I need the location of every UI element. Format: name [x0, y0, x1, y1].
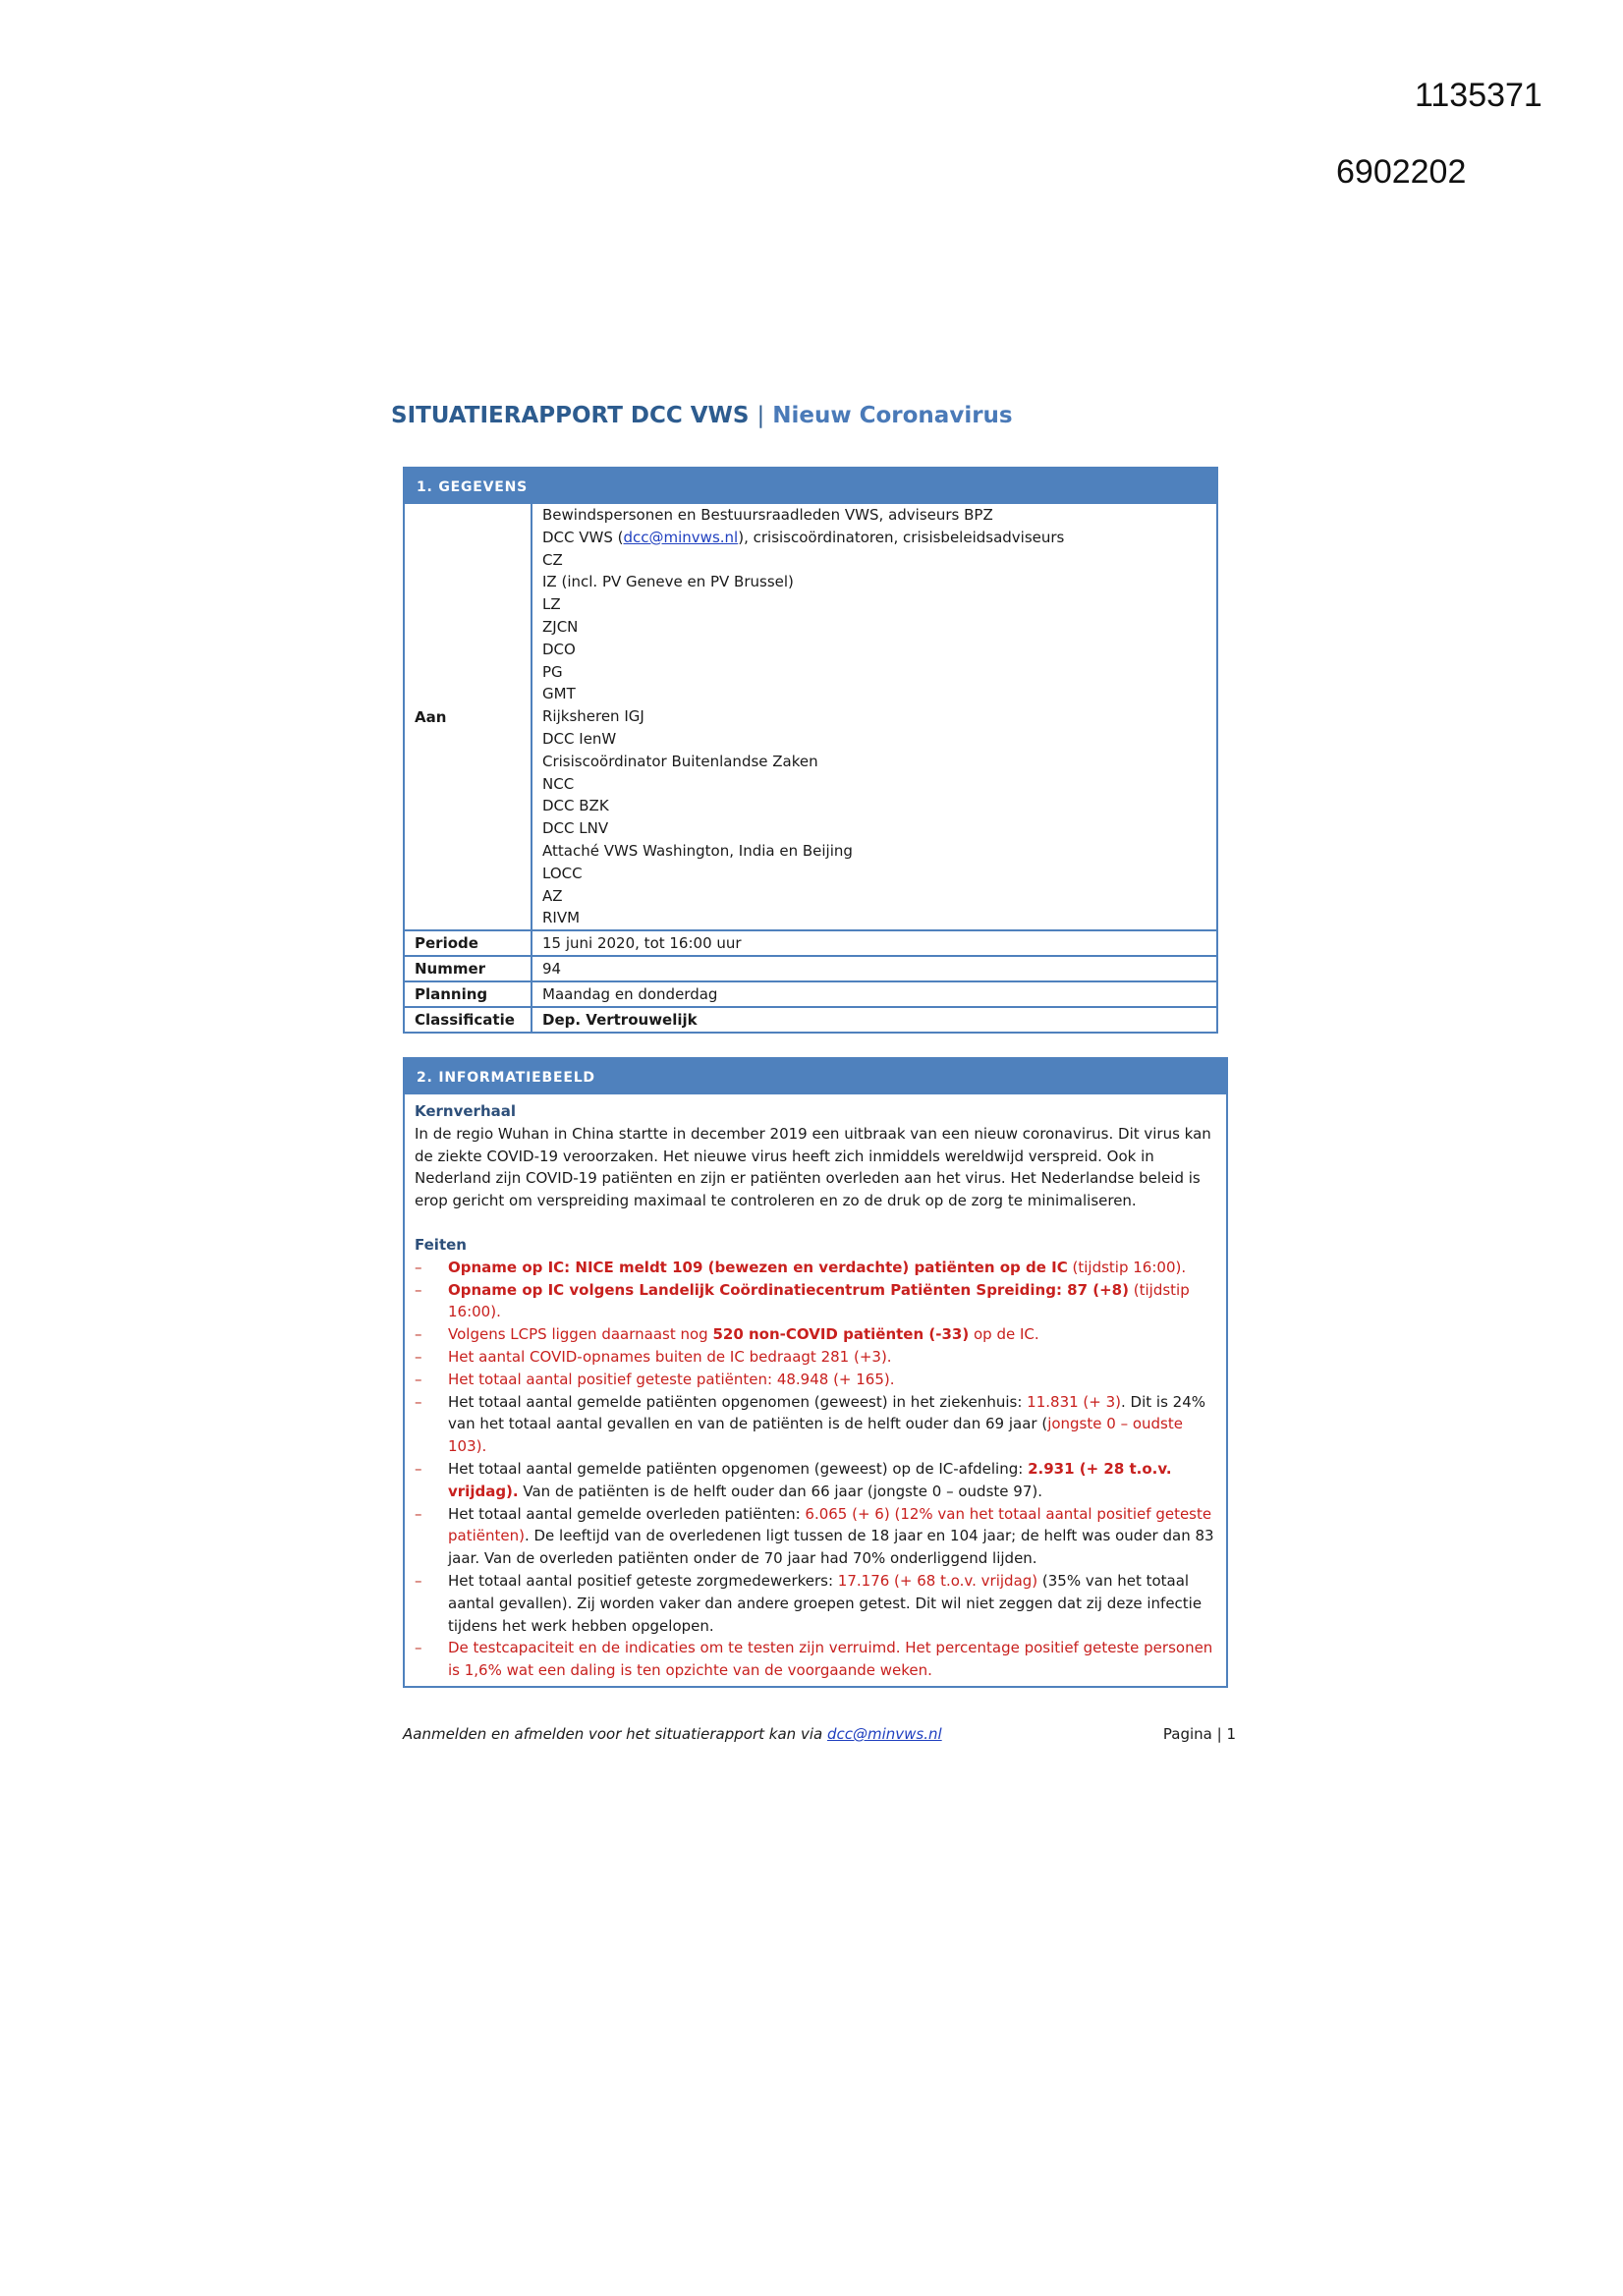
recipient-dcc-post: ), crisiscoördinatoren, crisisbeleidsadviseurs — [738, 528, 1065, 546]
recipient-item: LOCC — [542, 864, 583, 882]
list-item — [415, 1257, 1216, 1279]
list-item — [415, 1323, 1216, 1346]
recipient-item-dcc — [542, 527, 1206, 549]
fact-text: Het totaal aantal gemelde overleden patiënten: — [448, 1504, 806, 1523]
fact-text: 17.176 (+ 68 t.o.v. vrijdag) — [837, 1571, 1038, 1590]
fact-text: Het aantal COVID-opnames buiten de IC bedraagt 281 (+3). — [448, 1347, 892, 1366]
fact-text: . De leeftijd van de overledenen ligt tussen de 18 jaar en 104 jaar; de helft was ouder dan 83 jaar. Van de overleden patiënten onder de 70 jaar had 70% onderliggend lijden. — [448, 1527, 1214, 1568]
footer-subscribe-note — [403, 1725, 942, 1743]
footer-email-link[interactable]: dcc@minvws.nl — [826, 1725, 942, 1743]
fact-text: De testcapaciteit en de indicaties om te testen zijn verruimd. Het percentage positief geteste personen is 1,6% wat een daling is ten opzichte van de voorgaande weken. — [448, 1639, 1213, 1680]
fact-text: Het totaal aantal positief geteste zorgmedewerkers: — [448, 1571, 838, 1590]
list-item — [415, 1503, 1216, 1570]
informatiebeeld-body — [405, 1094, 1226, 1686]
recipient-item: Attaché VWS Washington, India en Beijing — [542, 841, 853, 860]
page-number: Pagina | 1 — [1162, 1725, 1236, 1743]
fact-text: 520 non-COVID patiënten (-33) — [712, 1325, 970, 1344]
dcc-email-link[interactable]: dcc@minvws.nl — [623, 528, 739, 546]
gegevens-header: 1. GEGEVENS — [405, 469, 1216, 504]
fact-text: Het totaal aantal positief geteste patiënten: — [448, 1370, 777, 1388]
recipient-item: NCC — [542, 774, 575, 793]
classificatie-label: Classificatie — [405, 1007, 532, 1032]
recipient-item: LZ — [542, 595, 561, 614]
list-item — [415, 1637, 1216, 1682]
table-row-aan — [405, 504, 1216, 930]
kernverhaal-text: In de regio Wuhan in China startte in december 2019 een uitbraak van een nieuw coronavirus. Dit virus kan de ziekte COVID-19 veroorzaken. Het nieuwe virus heeft zich inmiddels wereldwijd verspreid. Ook in Nederland zijn COVID-19 patiënten en zijn er patiënten overleden aan het virus. Het Nederlandse beleid is erop gericht om verspreiding maximaal te controleren en zo de druk op de zorg te minimaliseren. — [415, 1124, 1211, 1210]
list-item — [415, 1279, 1216, 1324]
fact-text: Opname op IC: NICE meldt 109 (bewezen en verdachte) patiënten op de IC — [448, 1258, 1068, 1276]
informatiebeeld-header: 2. INFORMATIEBEELD — [405, 1059, 1226, 1094]
kernverhaal-heading: Kernverhaal — [415, 1102, 517, 1120]
list-item — [415, 1570, 1216, 1637]
recipient-item: DCC IenW — [542, 729, 617, 748]
recipient-item: IZ (incl. PV Geneve en PV Brussel) — [542, 573, 794, 591]
informatiebeeld-section — [403, 1057, 1228, 1688]
recipient-item: Rijksheren IGJ — [542, 707, 644, 726]
recipient-item: GMT — [542, 685, 576, 703]
table-row-classificatie — [405, 1007, 1216, 1032]
footer-note-text: Aanmelden en afmelden voor het situatierapport kan via — [403, 1725, 827, 1743]
recipient-item: Bewindspersonen en Bestuursraadleden VWS, adviseurs BPZ — [542, 506, 993, 524]
recipient-item: DCC LNV — [542, 819, 609, 838]
list-item — [415, 1369, 1216, 1391]
fact-text: 48.948 (+ 165). — [776, 1370, 895, 1388]
recipient-item: AZ — [542, 886, 563, 905]
recipient-dcc-pre: DCC VWS ( — [542, 528, 624, 546]
fact-text: jongste 0 – oudste 103). — [448, 1415, 1183, 1456]
fact-text: Volgens LCPS liggen daarnaast nog — [448, 1325, 713, 1344]
title-subtitle: Nieuw Coronavirus — [772, 403, 1013, 428]
recipient-item: ZJCN — [542, 617, 579, 636]
fact-text: (tijdstip 16:00). — [1067, 1258, 1187, 1276]
nummer-label: Nummer — [405, 956, 532, 981]
list-item — [415, 1346, 1216, 1369]
feiten-heading: Feiten — [415, 1235, 467, 1254]
fact-text: 11.831 (+ 3) — [1027, 1392, 1122, 1411]
recipient-list — [532, 504, 1216, 930]
fact-text: Opname op IC volgens Landelijk Coördinatiecentrum Patiënten Spreiding: 87 (+8) — [448, 1280, 1129, 1299]
recipient-item: DCO — [542, 640, 576, 658]
classificatie-value: Dep. Vertrouwelijk — [532, 1007, 1216, 1032]
periode-value: 15 juni 2020, tot 16:00 uur — [532, 930, 1216, 956]
table-row-planning — [405, 981, 1216, 1007]
title-main: SITUATIERAPPORT DCC VWS — [391, 403, 750, 428]
planning-label: Planning — [405, 981, 532, 1007]
fact-text: (35% van het totaal aantal gevallen). Zij worden vaker dan andere groepen getest. Dit wil niet zeggen dat zij deze infectie tijdens het werk hebben opgelopen. — [448, 1571, 1203, 1635]
planning-value: Maandag en donderdag — [532, 981, 1216, 1007]
recipient-item: RIVM — [542, 909, 581, 927]
fact-text: . Dit is 24% van het totaal aantal gevallen en van de patiënten is de helft ouder dan 69 jaar ( — [448, 1392, 1206, 1433]
recipient-item: CZ — [542, 550, 563, 569]
fact-text: 2.931 (+ 28 t.o.v. vrijdag). — [448, 1459, 1172, 1500]
gegevens-table — [405, 504, 1216, 1032]
table-row-periode — [405, 930, 1216, 956]
document-number-2: 6902202 — [1336, 153, 1467, 191]
fact-text: 6.065 (+ 6) (12% van het totaal aantal positief geteste patiënten) — [448, 1504, 1212, 1545]
nummer-value: 94 — [532, 956, 1216, 981]
table-row-nummer — [405, 956, 1216, 981]
gegevens-section — [403, 467, 1218, 1034]
page-title — [391, 403, 1013, 428]
title-separator: | — [756, 403, 765, 428]
fact-text: (tijdstip 16:00). — [448, 1280, 1190, 1321]
list-item — [415, 1391, 1216, 1458]
recipient-item: PG — [542, 662, 563, 681]
fact-text: Het totaal aantal gemelde patiënten opgenomen (geweest) op de IC-afdeling: — [448, 1459, 1029, 1478]
fact-text: Het totaal aantal gemelde patiënten opgenomen (geweest) in het ziekenhuis: — [448, 1392, 1028, 1411]
aan-label: Aan — [405, 504, 532, 930]
fact-text: op de IC. — [969, 1325, 1039, 1344]
recipient-item: DCC BZK — [542, 797, 609, 815]
feiten-list — [415, 1257, 1216, 1682]
list-item — [415, 1458, 1216, 1503]
document-number-1: 1135371 — [1415, 77, 1542, 114]
recipient-item: Crisiscoördinator Buitenlandse Zaken — [542, 752, 818, 770]
periode-label: Periode — [405, 930, 532, 956]
fact-text: Van de patiënten is de helft ouder dan 66 jaar (jongste 0 – oudste 97). — [518, 1482, 1042, 1500]
